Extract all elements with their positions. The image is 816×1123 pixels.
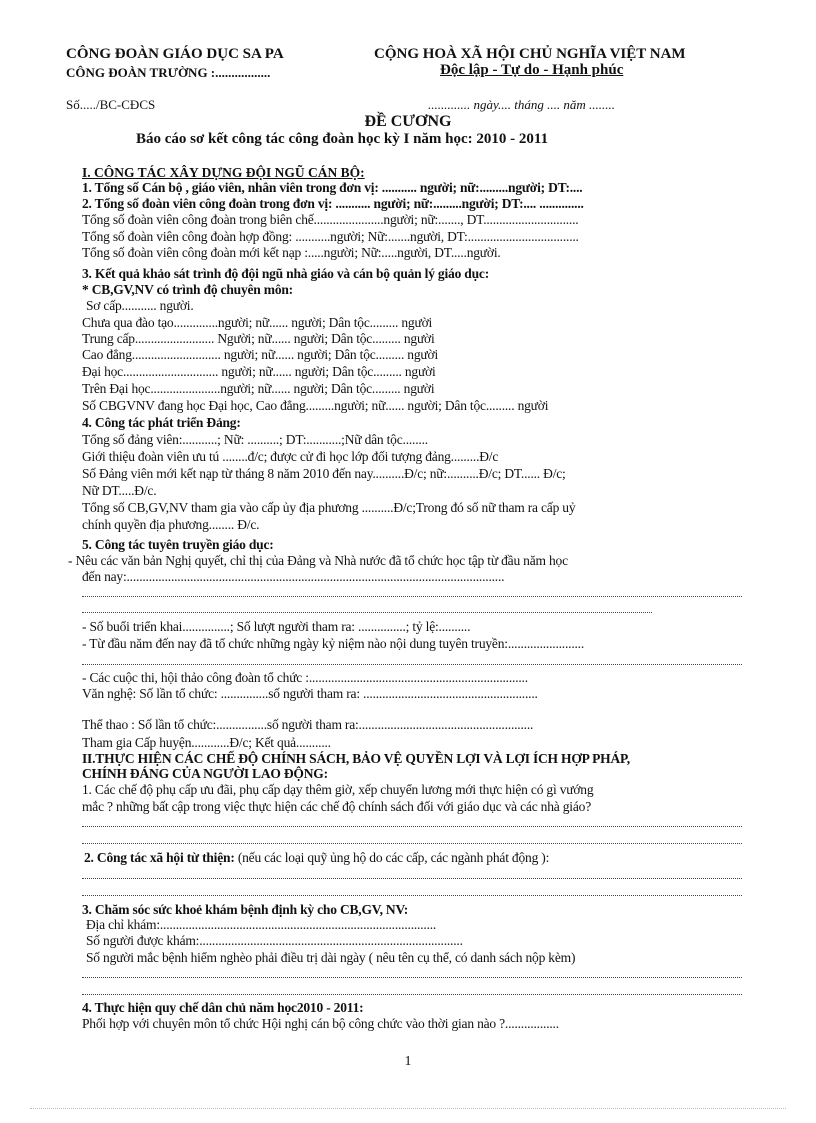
document-subtitle: Báo cáo sơ kết công tác công đoàn học kỳ I năm học: 2010 - 2011 (136, 131, 549, 147)
country-name: CỘNG HOÀ XÃ HỘI CHỦ NGHĨA VIỆT NAM (374, 46, 686, 62)
section2-line: Địa chỉ khám:....................................................................................... (86, 917, 437, 932)
section1-line: 4. Công tác phát triển Đảng: (82, 415, 241, 430)
section2-line: 1. Các chế độ phụ cấp ưu đãi, phụ cấp dạy thêm giờ, xếp chuyển lương mới thực hiện có gì vướng (82, 782, 594, 797)
section2-line: 3. Chăm sóc sức khoẻ khám bệnh định kỳ cho CB,GV, NV: (82, 902, 409, 917)
fill-in-line[interactable] (82, 826, 742, 827)
fill-in-line[interactable] (82, 664, 742, 665)
section1-line: Thể thao : Số lần tổ chức:................số người tham ra:....................................................... (82, 717, 534, 732)
section1-line: - Các cuộc thi, hội thảo công đoàn tổ chức :..................................................................... (82, 670, 528, 685)
section1-line: Số CBGVNV đang học Đại học, Cao đẳng.........người; nữ...... người; Dân tộc......... người (82, 398, 549, 413)
section1-line: Tổng số đảng viên:...........; Nữ: ..........; DT:...........;Nữ dân tộc........ (82, 432, 428, 447)
section1-line: Cao đẳng............................ người; nữ...... người; Dân tộc......... người (82, 347, 439, 362)
fill-in-line[interactable] (82, 596, 742, 597)
section1-line: chính quyền địa phương........ Đ/c. (82, 517, 260, 532)
section1-line: 5. Công tác tuyên truyền giáo dục: (82, 537, 274, 552)
section2-line: Số người được khám:................................................................................... (86, 933, 463, 948)
fill-in-line[interactable] (82, 977, 742, 978)
social-charity-note: (nếu các loại quỹ ủng hộ do các cấp, các ngành phát động ): (234, 850, 550, 865)
fill-in-line[interactable] (82, 843, 742, 844)
section1-line: 2. Tổng số đoàn viên công đoàn trong đơn vị: ........... người; nữ:.........người; DT:.... .............. (82, 196, 584, 211)
fill-in-line[interactable] (82, 878, 742, 879)
left-organization: CÔNG ĐOÀN GIÁO DỤC SA PA (66, 46, 284, 62)
section2-line: mắc ? những bất cập trong việc thực hiện các chế độ chính sách đối với giáo dục và các nhà giáo? (82, 799, 591, 814)
section1-line: - Từ đầu năm đến nay đã tổ chức những ngày kỷ niệm nào nội dung tuyên truyền:........................ (82, 636, 585, 651)
section1-line: Đại học.............................. người; nữ...... người; Dân tộc......... người (82, 364, 436, 379)
section1-heading: I. CÔNG TÁC XÂY DỰNG ĐỘI NGŨ CÁN BỘ: (82, 165, 365, 180)
section1-line: Trung cấp......................... Người; nữ...... người; Dân tộc......... người (82, 331, 435, 346)
footer-divider (30, 1108, 786, 1109)
date-line: ............. ngày.... tháng .... năm ........ (428, 97, 616, 112)
section1-line: - Nêu các văn bản Nghị quyết, chỉ thị của Đảng và Nhà nước đã tổ chức học tập từ đầu năm học (68, 553, 568, 568)
section1-line: 1. Tổng số Cán bộ , giáo viên, nhân viên trong đơn vị: ........... người; nữ:.........người; DT:.... (82, 180, 583, 195)
left-suborganization: CÔNG ĐOÀN TRƯỜNG :................. (66, 65, 271, 80)
section1-line: đến nay:....................................................................................................................... (82, 569, 505, 584)
section1-line: * CB,GV,NV có trình độ chuyên môn: (82, 282, 293, 297)
section2-line: 4. Thực hiện quy chế dân chủ năm học2010 - 2011: (82, 1000, 364, 1015)
section2-line: Phối hợp với chuyên môn tổ chức Hội nghị cán bộ công chức vào thời gian nào ?................. (82, 1016, 559, 1031)
document-number: Số...../BC-CĐCS (66, 97, 156, 112)
national-motto: Độc lập - Tự do - Hạnh phúc (440, 62, 624, 78)
section1-line: Tổng số đoàn viên công đoàn hợp đồng: ...........người; Nữ:.......người, DT:................................... (82, 229, 579, 244)
section1-line: Giới thiệu đoàn viên ưu tú ........đ/c; được cử đi học lớp đối tượng đảng.........Đ/c (82, 449, 499, 464)
page-number: 1 (404, 1054, 412, 1069)
section1-line: Tổng số đoàn viên công đoàn trong biên chế......................người; nữ:......., DT.............................. (82, 212, 579, 227)
section1-line: 3. Kết quả khảo sát trình độ đội ngũ nhà giáo và cán bộ quản lý giáo dục: (82, 266, 490, 281)
fill-in-line[interactable] (82, 895, 742, 896)
section1-line: Tham gia Cấp huyện............Đ/c; Kết quả........... (82, 735, 331, 750)
document-title: ĐỀ CƯƠNG (364, 113, 452, 130)
section1-line: Sơ cấp........... người. (86, 298, 194, 313)
fill-in-line[interactable] (82, 994, 742, 995)
section1-line: Tổng số đoàn viên công đoàn mới kết nạp :.....người; Nữ:.....người, DT.....người. (82, 245, 501, 260)
fill-in-line[interactable] (82, 612, 652, 613)
section1-line: Nữ DT.....Đ/c. (82, 483, 157, 498)
section2-line (84, 850, 549, 865)
section2-heading: II.THỰC HIỆN CÁC CHẾ ĐỘ CHÍNH SÁCH, BẢO VỆ QUYỀN LỢI VÀ LỢI ÍCH HỢP PHÁP, (82, 751, 630, 766)
section1-line: Trên Đại học......................người; nữ...... người; Dân tộc......... người (82, 381, 435, 396)
section1-line: Chưa qua đào tạo..............người; nữ...... người; Dân tộc......... người (82, 315, 433, 330)
section1-line: Văn nghệ: Số lần tổ chức: ...............số người tham ra: ....................................................... (82, 686, 538, 701)
section1-line: - Số buổi triển khai...............; Số lượt người tham ra: ...............; tỷ lệ:.......... (82, 619, 471, 634)
section2-line: Số người mắc bệnh hiểm nghèo phải điều trị dài ngày ( nêu tên cụ thể, có danh sách nộp kèm) (86, 950, 576, 965)
section2-heading: CHÍNH ĐÁNG CỦA NGƯỜI LAO ĐỘNG: (82, 766, 328, 781)
section1-line: Tổng số CB,GV,NV tham gia vào cấp ủy địa phương ..........Đ/c;Trong đó số nữ tham ra cấp uỷ (82, 500, 576, 515)
section1-line: Số Đảng viên mới kết nạp từ tháng 8 năm 2010 đến nay..........Đ/c; nữ:..........Đ/c; DT...... Đ/c; (82, 466, 566, 481)
social-charity-heading: 2. Công tác xã hội từ thiện: (84, 850, 235, 865)
